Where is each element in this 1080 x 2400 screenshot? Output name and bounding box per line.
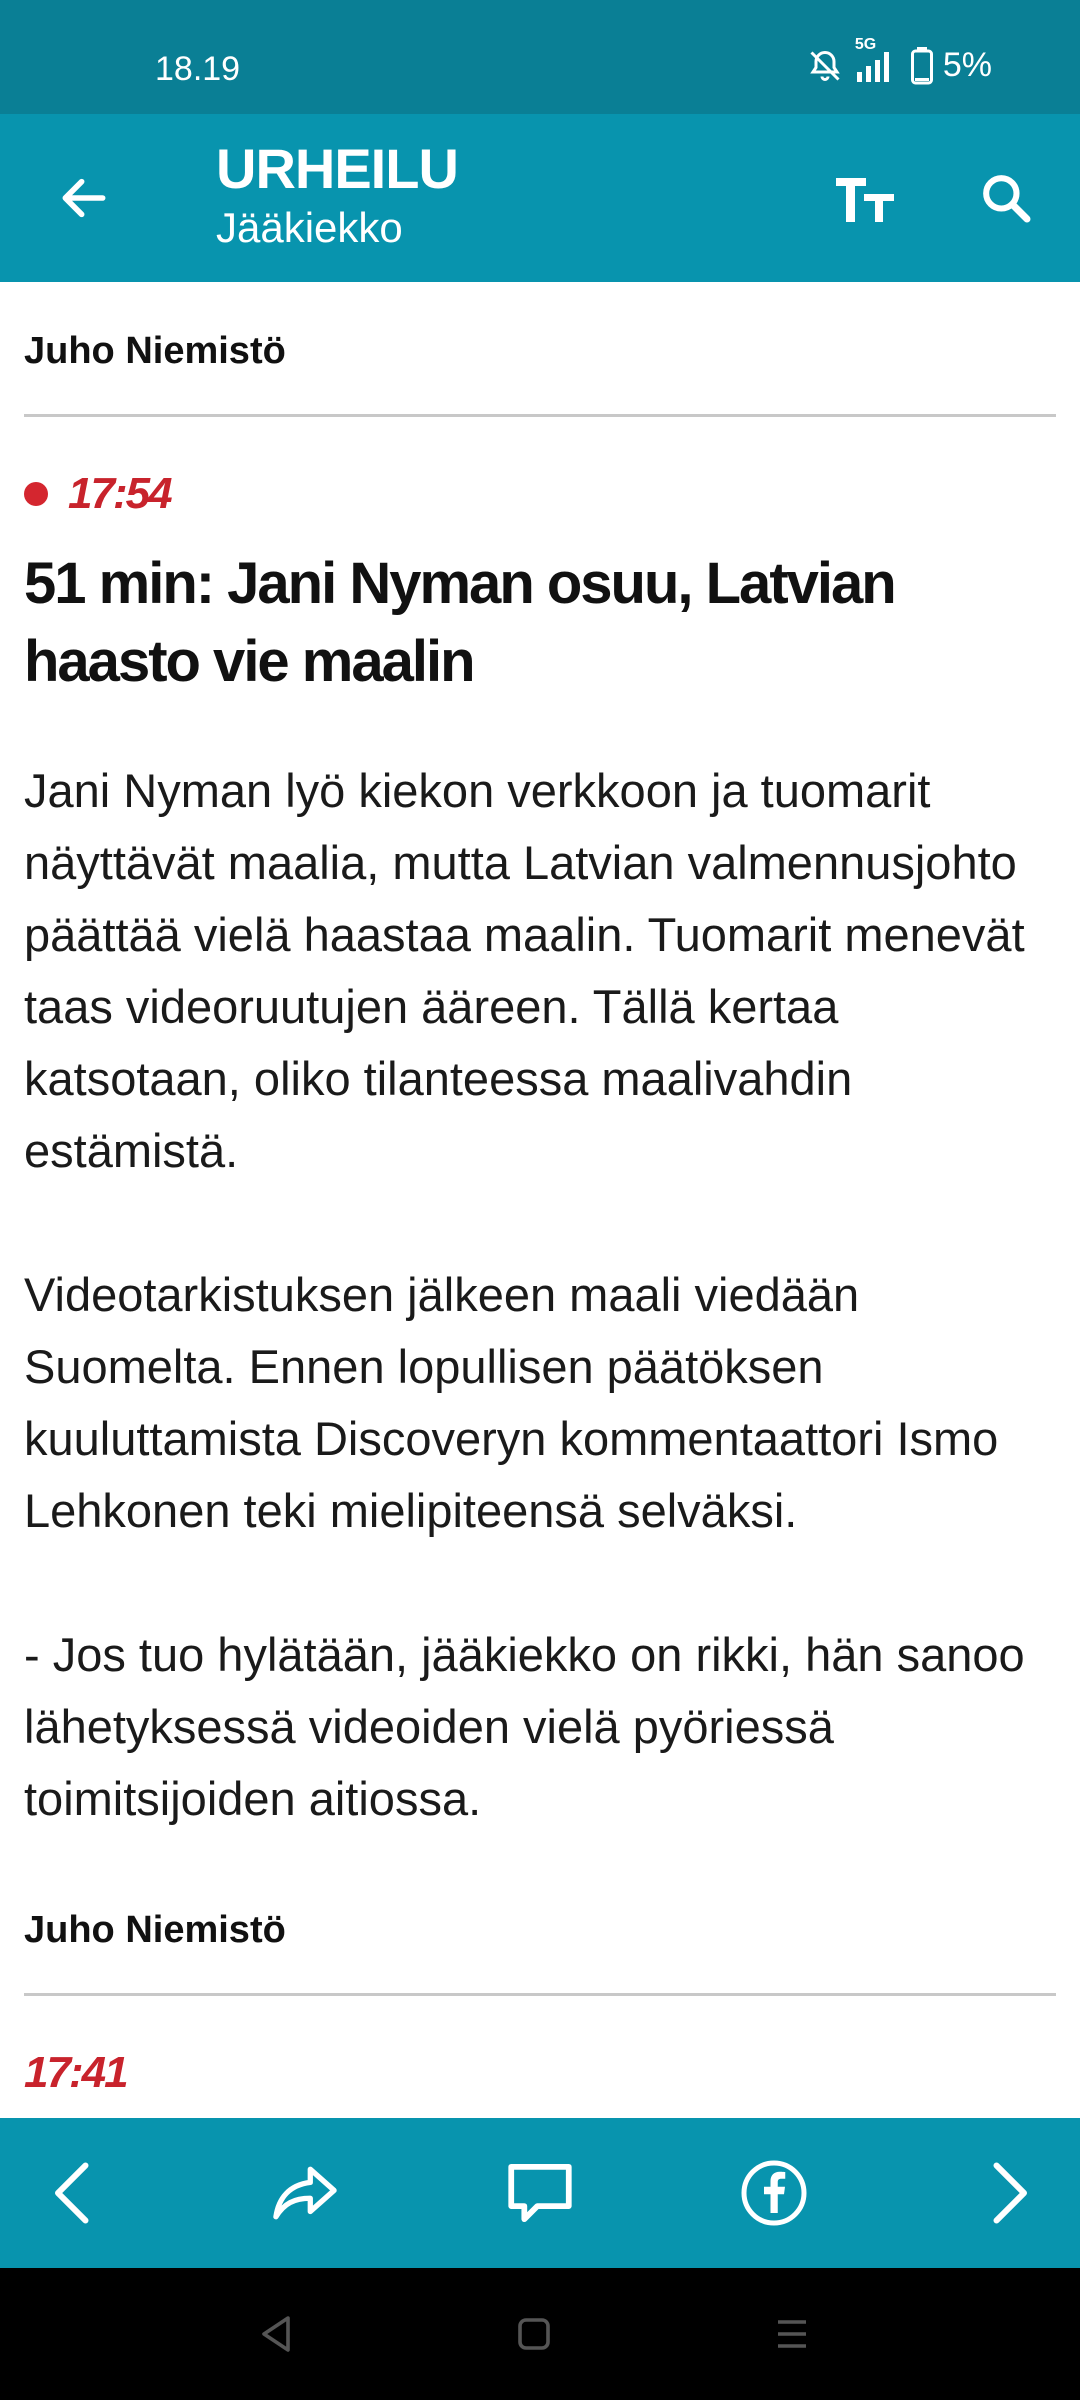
text-size-icon <box>834 170 898 226</box>
battery-percent: 5% <box>942 46 992 84</box>
next-icon <box>979 2158 1039 2228</box>
back-button[interactable] <box>46 160 122 236</box>
previous-button[interactable] <box>30 2150 116 2236</box>
bottom-toolbar <box>0 2118 1080 2268</box>
network-label: 5G <box>854 35 877 53</box>
search-icon <box>978 170 1034 226</box>
live-indicator-icon <box>24 482 48 506</box>
section-title: URHEILU <box>216 137 458 200</box>
system-recents-button[interactable] <box>764 2306 820 2362</box>
share-button[interactable] <box>262 2150 348 2236</box>
system-nav-bar <box>0 2268 1080 2400</box>
search-button[interactable] <box>966 160 1046 236</box>
comment-button[interactable] <box>497 2150 583 2236</box>
entry-body <box>24 755 1056 1835</box>
triangle-back-icon <box>256 2312 296 2356</box>
entry-paragraph: - Jos tuo hylätään, jääkiekko on rikki, hän sanoo lähetyksessä videoiden vielä pyöriessä toimitsijoiden aitiossa. <box>24 1628 1025 1825</box>
status-time: 18.19 <box>155 50 241 88</box>
facebook-icon <box>739 2158 809 2228</box>
menu-lines-icon <box>772 2314 812 2354</box>
previous-icon <box>43 2158 103 2228</box>
status-bar <box>0 0 1080 114</box>
system-back-button[interactable] <box>248 2306 304 2362</box>
battery-icon <box>911 47 933 85</box>
entry-time-row <box>24 469 1056 519</box>
next-entry-time: 17:41 <box>24 2048 127 2097</box>
entry-headline: 51 min: Jani Nyman osuu, Latvian haasto vie maalin <box>24 551 895 694</box>
entry-time: 17:54 <box>68 469 171 518</box>
square-home-icon <box>514 2314 554 2354</box>
entry-author: Juho Niemistö <box>24 1909 286 1951</box>
facebook-share-button[interactable] <box>731 2150 817 2236</box>
section-subtitle: Jääkiekko <box>216 204 403 251</box>
signal-icon <box>853 35 901 84</box>
share-icon <box>268 2160 342 2226</box>
next-button[interactable] <box>966 2150 1052 2236</box>
entry-paragraph: Videotarkistuksen jälkeen maali viedään Suomelta. Ennen lopullisen päätöksen kuuluttamista Discoveryn kommentaattori Ismo Lehkonen teki mielipiteensä selväksi. <box>24 1268 999 1537</box>
mute-icon <box>807 48 843 84</box>
text-size-button[interactable] <box>826 160 906 236</box>
entry-paragraph: Jani Nyman lyö kiekon verkkoon ja tuomarit näyttävät maalia, mutta Latvian valmennusjohto päättää vielä haastaa maalin. Tuomarit menevät taas videoruutujen ääreen. Tällä kertaa katsotaan, oliko tilanteessa maalivahdin estämistä. <box>24 764 1025 1177</box>
comment-icon <box>503 2159 577 2227</box>
title-block <box>216 136 458 254</box>
status-icons <box>807 35 992 85</box>
back-arrow-icon <box>56 170 112 226</box>
divider <box>24 1993 1056 1996</box>
system-home-button[interactable] <box>506 2306 562 2362</box>
app-bar <box>0 114 1080 282</box>
divider <box>24 414 1056 417</box>
live-feed[interactable] <box>0 282 1080 2118</box>
author-name: Juho Niemistö <box>24 330 286 372</box>
